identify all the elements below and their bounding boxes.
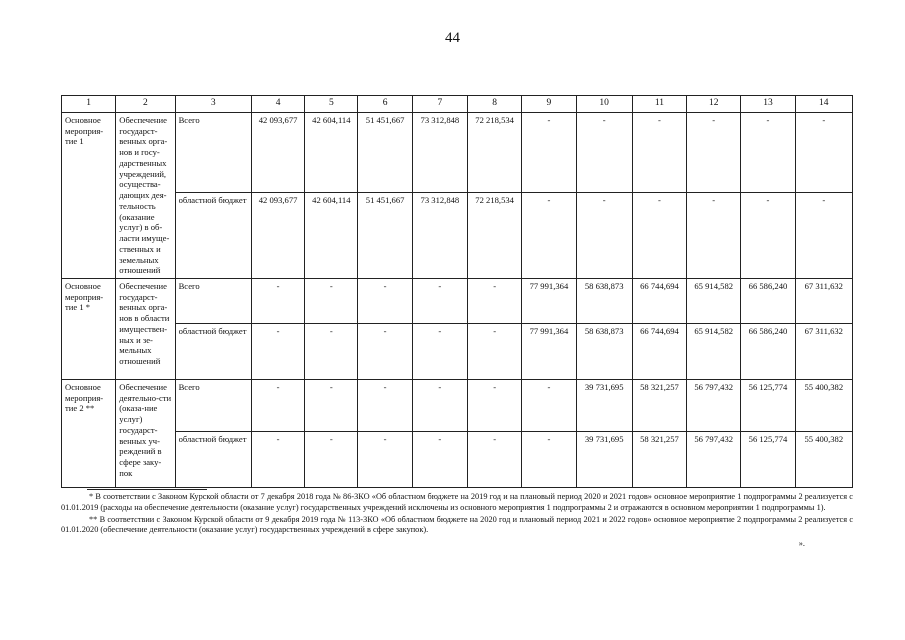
- value-cell: -: [305, 432, 358, 488]
- value-cell: -: [412, 279, 467, 324]
- value-cell: 42 093,677: [251, 192, 304, 278]
- value-cell: -: [468, 432, 522, 488]
- funding-source-cell: Всего: [175, 113, 251, 193]
- value-cell: 66 586,240: [741, 324, 795, 380]
- funding-source-cell: областной бюджет: [175, 192, 251, 278]
- value-cell: -: [522, 380, 576, 432]
- table-body: [62, 113, 853, 488]
- value-cell: 56 125,774: [741, 380, 795, 432]
- funding-source-cell: областной бюджет: [175, 324, 251, 380]
- description-cell: Обеспечение государст-венных орга-нов и госу-дарственных учреждений, осущества-дающих дея-тельность (оказание услуг) в об-ласти имуще-ственных и земельных отношений: [116, 113, 175, 279]
- value-cell: 67 311,632: [795, 279, 852, 324]
- value-cell: 58 638,873: [576, 279, 632, 324]
- value-cell: 42 093,677: [251, 113, 304, 193]
- value-cell: -: [358, 380, 412, 432]
- header-cell: 1: [62, 96, 116, 113]
- value-cell: -: [305, 279, 358, 324]
- value-cell: -: [251, 380, 304, 432]
- measure-cell: Основное мероприя-тие 2 **: [62, 380, 116, 488]
- header-cell: 8: [468, 96, 522, 113]
- value-cell: -: [632, 192, 686, 278]
- funding-source-cell: Всего: [175, 279, 251, 324]
- value-cell: 66 744,694: [632, 324, 686, 380]
- description-cell: Обеспечение государст-венных орга-нов в области имуществен-ных и зе-мельных отношений: [116, 279, 175, 380]
- value-cell: -: [358, 432, 412, 488]
- funding-source-cell: областной бюджет: [175, 432, 251, 488]
- value-cell: -: [412, 432, 467, 488]
- footnote-rule: [87, 489, 207, 490]
- header-cell: 6: [358, 96, 412, 113]
- value-cell: -: [468, 279, 522, 324]
- value-cell: 56 797,432: [687, 380, 741, 432]
- table-row: [62, 113, 853, 193]
- value-cell: -: [358, 279, 412, 324]
- value-cell: 39 731,695: [576, 432, 632, 488]
- value-cell: 73 312,848: [412, 113, 467, 193]
- value-cell: 42 604,114: [305, 113, 358, 193]
- value-cell: -: [522, 432, 576, 488]
- value-cell: 58 321,257: [632, 380, 686, 432]
- header-row: [62, 96, 853, 113]
- funding-source-cell: Всего: [175, 380, 251, 432]
- value-cell: 77 991,364: [522, 279, 576, 324]
- table-row: [62, 380, 853, 432]
- value-cell: -: [687, 192, 741, 278]
- value-cell: -: [251, 432, 304, 488]
- value-cell: 67 311,632: [795, 324, 852, 380]
- value-cell: -: [741, 113, 795, 193]
- table-row: [62, 324, 853, 380]
- table-row: [62, 279, 853, 324]
- value-cell: -: [576, 192, 632, 278]
- value-cell: 55 400,382: [795, 380, 852, 432]
- value-cell: -: [358, 324, 412, 380]
- value-cell: -: [412, 324, 467, 380]
- header-cell: 11: [632, 96, 686, 113]
- value-cell: -: [251, 279, 304, 324]
- header-cell: 12: [687, 96, 741, 113]
- value-cell: 66 586,240: [741, 279, 795, 324]
- table-row: [62, 192, 853, 278]
- footnote-1: * В соответствии с Законом Курской области от 7 декабря 2018 года № 86-ЗКО «Об областном бюджете на 2019 год и на плановый период 2020 и 2021 годов» основное мероприятие 1 подпрограммы 2 реализуется с 01.01.2019 (расходы на обеспечение деятельности (оказание услуг) государственных учреждений исключены из основного мероприятия 1 подпрограммы 2 и отражаются в основном мероприятии 1 подпрограммы 1).: [61, 492, 853, 512]
- page-number: 44: [445, 30, 460, 46]
- value-cell: 56 125,774: [741, 432, 795, 488]
- value-cell: 66 744,694: [632, 279, 686, 324]
- value-cell: 65 914,582: [687, 324, 741, 380]
- value-cell: 51 451,667: [358, 113, 412, 193]
- value-cell: -: [522, 192, 576, 278]
- value-cell: -: [305, 380, 358, 432]
- value-cell: -: [412, 380, 467, 432]
- measure-cell: Основное мероприя-тие 1 *: [62, 279, 116, 380]
- value-cell: 77 991,364: [522, 324, 576, 380]
- header-cell: 5: [305, 96, 358, 113]
- header-cell: 10: [576, 96, 632, 113]
- value-cell: -: [687, 113, 741, 193]
- value-cell: 56 797,432: [687, 432, 741, 488]
- value-cell: 72 218,534: [468, 192, 522, 278]
- header-cell: 3: [175, 96, 251, 113]
- value-cell: -: [795, 192, 852, 278]
- description-cell: Обеспечение деятельно-сти (оказа-ние услуг) государст-венных уч-реждений в сфере заку-пок: [116, 380, 175, 488]
- measure-cell: Основное мероприя-тие 1: [62, 113, 116, 279]
- value-cell: -: [576, 113, 632, 193]
- value-cell: -: [522, 113, 576, 193]
- value-cell: 42 604,114: [305, 192, 358, 278]
- value-cell: -: [251, 324, 304, 380]
- footnotes: [61, 489, 853, 550]
- value-cell: 51 451,667: [358, 192, 412, 278]
- value-cell: -: [795, 113, 852, 193]
- header-cell: 14: [795, 96, 852, 113]
- value-cell: 65 914,582: [687, 279, 741, 324]
- closing-mark: ».: [798, 539, 805, 549]
- budget-table: [61, 95, 853, 488]
- header-cell: 7: [412, 96, 467, 113]
- value-cell: 58 638,873: [576, 324, 632, 380]
- header-cell: 2: [116, 96, 175, 113]
- header-cell: 9: [522, 96, 576, 113]
- value-cell: 72 218,534: [468, 113, 522, 193]
- header-cell: 4: [251, 96, 304, 113]
- footnote-2: ** В соответствии с Законом Курской области от 9 декабря 2019 года № 113-ЗКО «Об областном бюджете на 2020 год и плановый период 2021 и 2022 годов» основное мероприятие 2 подпрограммы 2 реализуется с 01.01.2020 (обеспечение деятельности (оказание услуг) государственных учреждений в сфере закупок).: [61, 514, 853, 535]
- value-cell: -: [741, 192, 795, 278]
- value-cell: 58 321,257: [632, 432, 686, 488]
- value-cell: 55 400,382: [795, 432, 852, 488]
- header-cell: 13: [741, 96, 795, 113]
- value-cell: -: [305, 324, 358, 380]
- value-cell: 39 731,695: [576, 380, 632, 432]
- table-row: [62, 432, 853, 488]
- value-cell: -: [468, 324, 522, 380]
- value-cell: 73 312,848: [412, 192, 467, 278]
- value-cell: -: [468, 380, 522, 432]
- value-cell: -: [632, 113, 686, 193]
